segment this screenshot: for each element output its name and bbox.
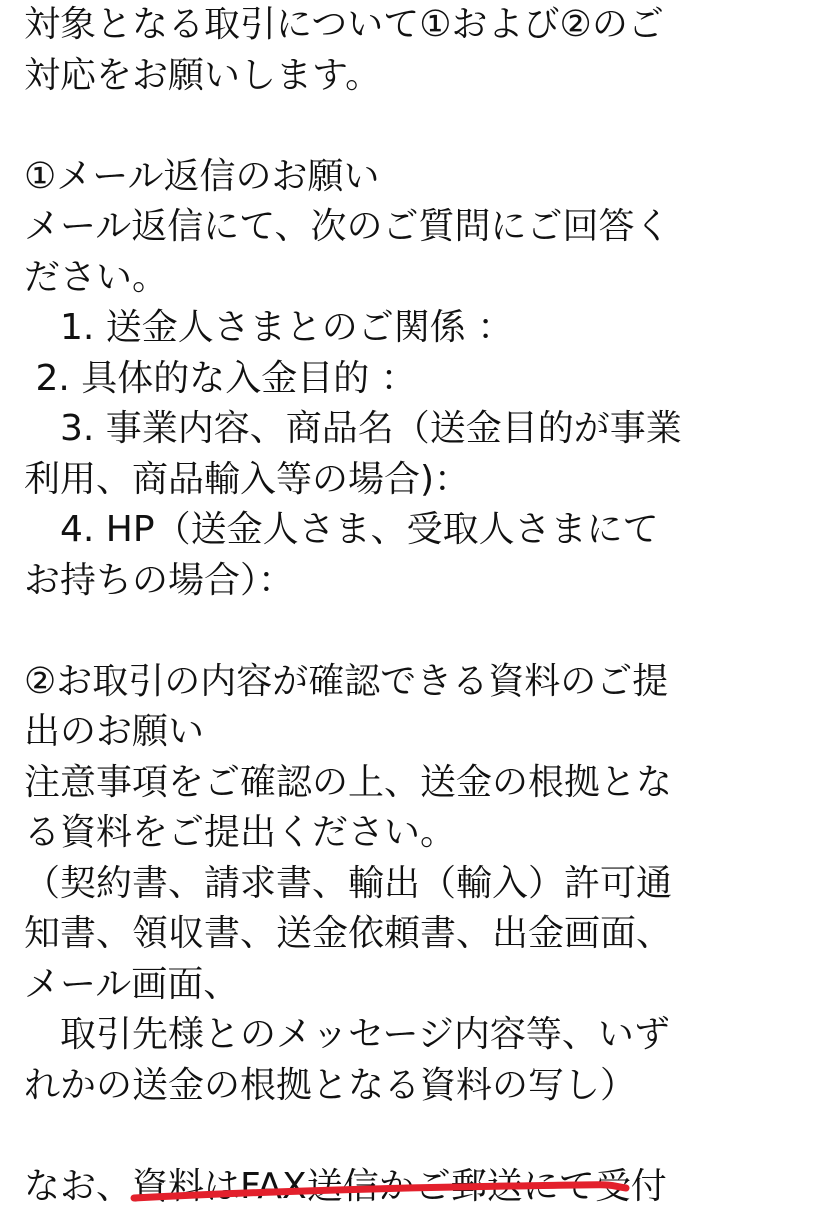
paragraph-gap — [24, 1111, 814, 1162]
question-item: 3. 事業内容、商品名（送金目的が事業 — [24, 404, 814, 455]
intro-line: 対象となる取引について①および②のご — [24, 0, 814, 51]
document-list-line: れかの送金の根拠となる資料の写し） — [24, 1061, 814, 1112]
section1-instruction: メール返信にて、次のご質問にご回答く — [24, 202, 814, 253]
document-list-line: 知書、領収書、送金依頼書、出金画面、 — [24, 909, 814, 960]
section1-instruction: ださい。 — [24, 253, 814, 304]
section2-instruction: 注意事項をご確認の上、送金の根拠とな — [24, 758, 814, 809]
section2-heading: ②お取引の内容が確認できる資料のご提 — [24, 657, 814, 708]
question-item: 4. HP（送金人さま、受取人さまにて — [24, 505, 814, 556]
paragraph-gap — [24, 101, 814, 152]
section2-instruction: る資料をご提出ください。 — [24, 808, 814, 859]
note-line: なお、資料はFAX送信かご郵送にて受付 — [24, 1162, 814, 1212]
section2-heading: 出のお願い — [24, 707, 814, 758]
message-body — [24, 0, 814, 1212]
question-item: 利用、商品輸入等の場合)： — [24, 455, 814, 506]
document-list-line: （契約書、請求書、輸出（輸入）許可通 — [24, 859, 814, 910]
red-underline-annotation — [130, 1178, 630, 1202]
section1-heading: ①メール返信のお願い — [24, 152, 814, 203]
question-item: 1. 送金人さまとのご関係 ： — [24, 303, 814, 354]
question-item: 2. 具体的な入金目的 ： — [24, 354, 814, 405]
intro-line: 対応をお願いします。 — [24, 51, 814, 102]
red-underline-stroke — [134, 1185, 626, 1198]
question-item: お持ちの場合）： — [24, 556, 814, 607]
document-list-line: メール画面、 — [24, 960, 814, 1011]
document-list-line: 取引先様とのメッセージ内容等、いず — [24, 1010, 814, 1061]
paragraph-gap — [24, 606, 814, 657]
